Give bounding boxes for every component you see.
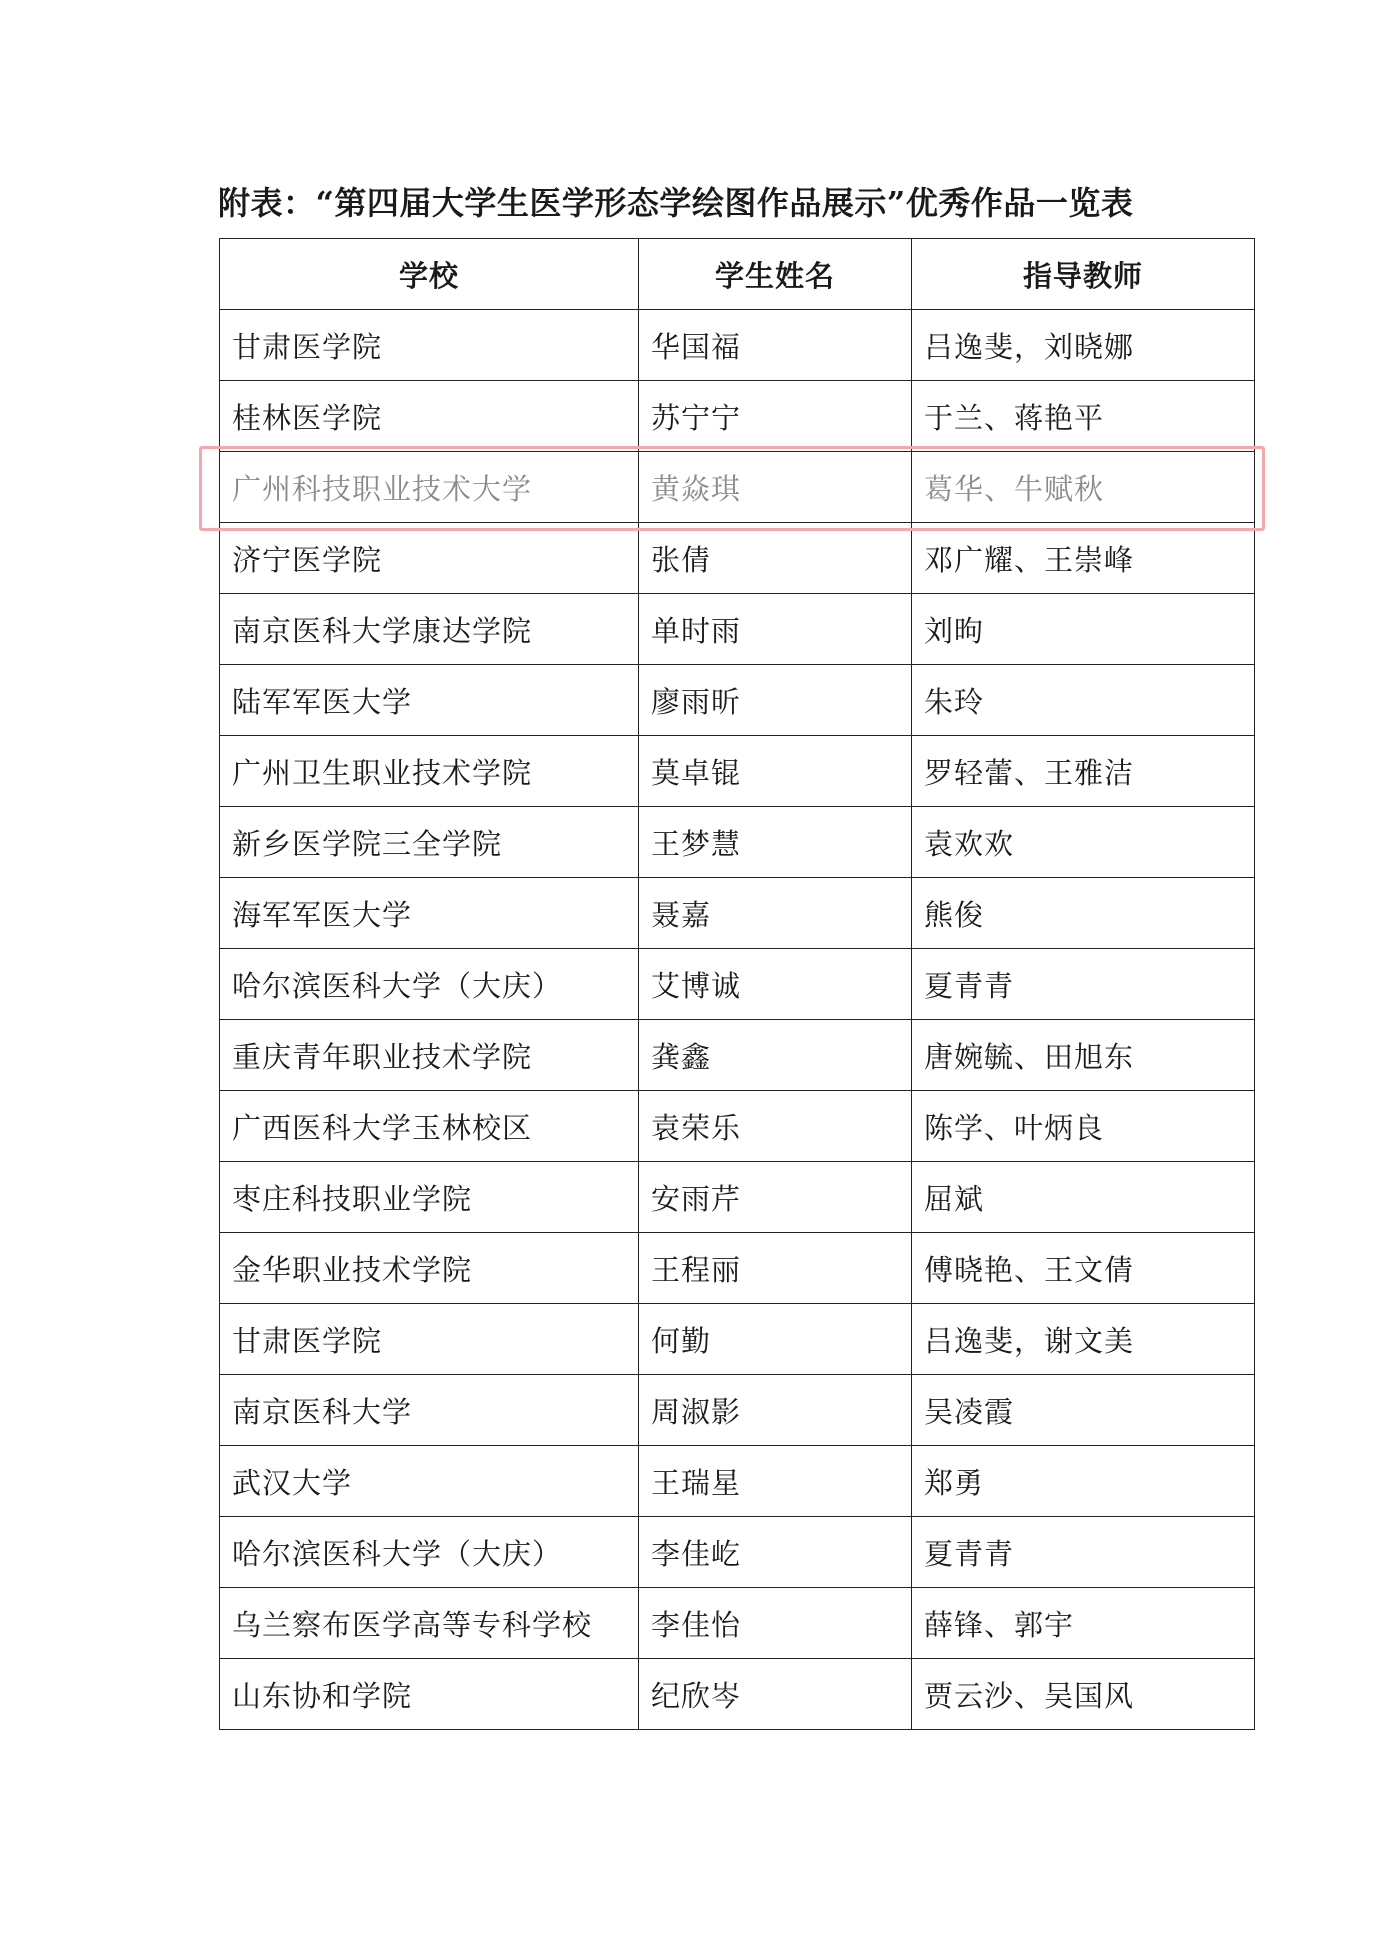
advisor-cell: 郑勇 <box>912 1446 1255 1517</box>
advisor-cell: 邓广耀、王崇峰 <box>912 523 1255 594</box>
student-cell: 安雨芹 <box>639 1162 912 1233</box>
student-cell: 张倩 <box>639 523 912 594</box>
advisor-cell: 刘昫 <box>912 594 1255 665</box>
advisor-cell: 袁欢欢 <box>912 807 1255 878</box>
student-cell: 黄焱琪 <box>639 452 912 523</box>
school-cell: 甘肃医学院 <box>220 1304 639 1375</box>
school-cell: 哈尔滨医科大学（大庆） <box>220 1517 639 1588</box>
advisor-cell: 葛华、牛赋秋 <box>912 452 1255 523</box>
table-row <box>220 381 1255 452</box>
table-row <box>220 594 1255 665</box>
table-row <box>220 1659 1255 1730</box>
table-header-row <box>220 239 1255 310</box>
school-cell: 新乡医学院三全学院 <box>220 807 639 878</box>
school-cell: 哈尔滨医科大学（大庆） <box>220 949 639 1020</box>
school-cell: 枣庄科技职业学院 <box>220 1162 639 1233</box>
advisor-cell: 陈学、叶炳良 <box>912 1091 1255 1162</box>
student-cell: 李佳屹 <box>639 1517 912 1588</box>
student-cell: 聂嘉 <box>639 878 912 949</box>
student-cell: 周淑影 <box>639 1375 912 1446</box>
advisor-cell: 朱玲 <box>912 665 1255 736</box>
school-cell: 南京医科大学 <box>220 1375 639 1446</box>
advisor-cell: 熊俊 <box>912 878 1255 949</box>
school-cell: 桂林医学院 <box>220 381 639 452</box>
school-cell: 山东协和学院 <box>220 1659 639 1730</box>
table-row <box>220 1517 1255 1588</box>
advisor-cell: 屈斌 <box>912 1162 1255 1233</box>
advisor-cell: 吴凌霞 <box>912 1375 1255 1446</box>
advisor-cell: 罗轻蕾、王雅洁 <box>912 736 1255 807</box>
page-title: 附表：“第四届大学生医学形态学绘图作品展示”优秀作品一览表 <box>218 184 1134 222</box>
school-cell: 广州卫生职业技术学院 <box>220 736 639 807</box>
student-cell: 龚鑫 <box>639 1020 912 1091</box>
advisor-cell: 于兰、蒋艳平 <box>912 381 1255 452</box>
student-cell: 王瑞星 <box>639 1446 912 1517</box>
advisor-cell: 傅晓艳、王文倩 <box>912 1233 1255 1304</box>
table-row <box>220 949 1255 1020</box>
student-cell: 袁荣乐 <box>639 1091 912 1162</box>
header-advisor: 指导教师 <box>912 239 1255 310</box>
school-cell: 重庆青年职业技术学院 <box>220 1020 639 1091</box>
table-row <box>220 1375 1255 1446</box>
header-student: 学生姓名 <box>639 239 912 310</box>
table-row <box>220 1446 1255 1517</box>
advisor-cell: 贾云沙、吴国风 <box>912 1659 1255 1730</box>
school-cell: 济宁医学院 <box>220 523 639 594</box>
school-cell: 广西医科大学玉林校区 <box>220 1091 639 1162</box>
student-cell: 单时雨 <box>639 594 912 665</box>
school-cell: 陆军军医大学 <box>220 665 639 736</box>
table-row <box>220 807 1255 878</box>
table-row-highlighted <box>220 452 1255 523</box>
student-cell: 王梦慧 <box>639 807 912 878</box>
advisor-cell: 唐婉毓、田旭东 <box>912 1020 1255 1091</box>
table-row <box>220 1588 1255 1659</box>
table-row <box>220 523 1255 594</box>
table-row <box>220 1020 1255 1091</box>
student-cell: 廖雨昕 <box>639 665 912 736</box>
school-cell: 乌兰察布医学高等专科学校 <box>220 1588 639 1659</box>
student-cell: 莫卓锟 <box>639 736 912 807</box>
advisor-cell: 夏青青 <box>912 1517 1255 1588</box>
school-cell: 广州科技职业技术大学 <box>220 452 639 523</box>
student-cell: 李佳怡 <box>639 1588 912 1659</box>
advisor-cell: 吕逸斐，谢文美 <box>912 1304 1255 1375</box>
student-cell: 何勤 <box>639 1304 912 1375</box>
table-row <box>220 1162 1255 1233</box>
school-cell: 武汉大学 <box>220 1446 639 1517</box>
award-table <box>219 238 1255 1730</box>
advisor-cell: 吕逸斐，刘晓娜 <box>912 310 1255 381</box>
school-cell: 海军军医大学 <box>220 878 639 949</box>
school-cell: 金华职业技术学院 <box>220 1233 639 1304</box>
school-cell: 南京医科大学康达学院 <box>220 594 639 665</box>
student-cell: 华国福 <box>639 310 912 381</box>
header-school: 学校 <box>220 239 639 310</box>
table-row <box>220 736 1255 807</box>
table-row <box>220 665 1255 736</box>
student-cell: 纪欣岑 <box>639 1659 912 1730</box>
student-cell: 苏宁宁 <box>639 381 912 452</box>
school-cell: 甘肃医学院 <box>220 310 639 381</box>
table-row <box>220 310 1255 381</box>
student-cell: 艾博诚 <box>639 949 912 1020</box>
table-row <box>220 1304 1255 1375</box>
table-row <box>220 1091 1255 1162</box>
table-row <box>220 1233 1255 1304</box>
table-row <box>220 878 1255 949</box>
advisor-cell: 薛锋、郭宇 <box>912 1588 1255 1659</box>
advisor-cell: 夏青青 <box>912 949 1255 1020</box>
student-cell: 王程丽 <box>639 1233 912 1304</box>
